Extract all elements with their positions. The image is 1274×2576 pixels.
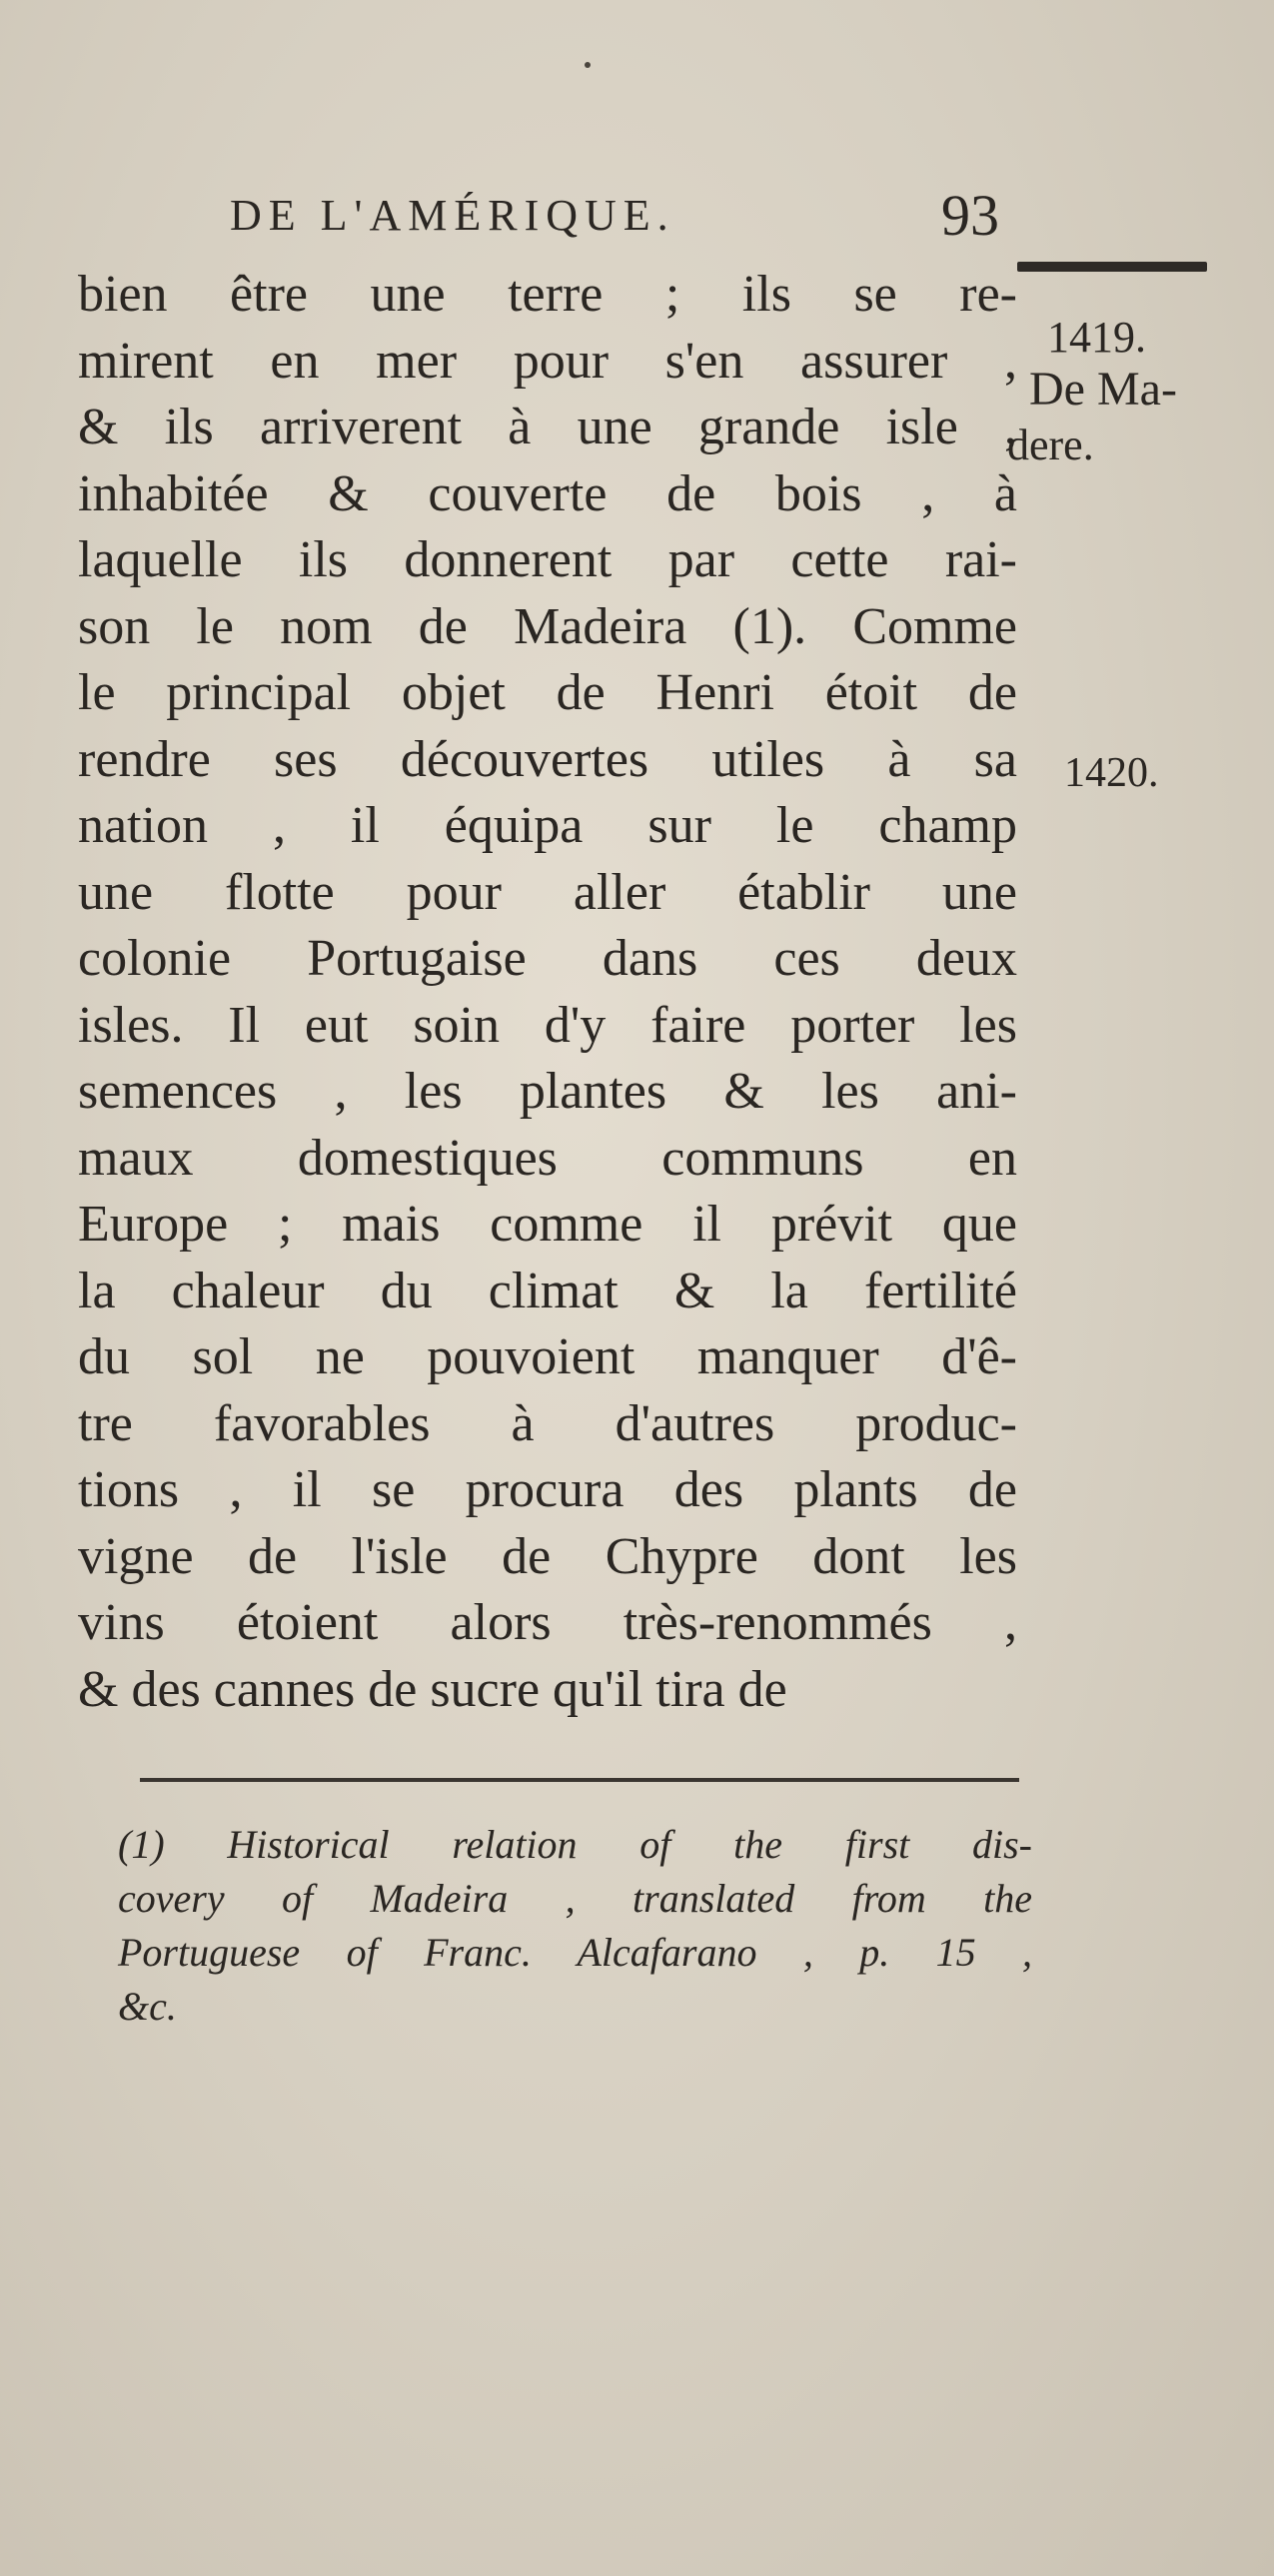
body-line: tre favorables à d'autres produc-: [78, 1394, 1017, 1452]
body-line: & ils arriverent à une grande isle ,: [78, 399, 1017, 455]
running-title: DE L'AMÉRIQUE.: [230, 190, 675, 240]
body-line: nation , il équipa sur le champ: [78, 797, 1017, 854]
body-line: Europe ; mais comme il prévit que: [78, 1196, 1017, 1253]
body-line: la chaleur du climat & la fertilité: [78, 1262, 1017, 1319]
margin-rule: [1017, 262, 1207, 272]
footnote-line: Portuguese of Franc. Alcafarano , p. 15 ,: [118, 1930, 1032, 1975]
body-line: du sol ne pouvoient manquer d'ê-: [78, 1328, 1017, 1385]
footnote-line: &c.: [118, 1984, 177, 2029]
footnote: [118, 1818, 1032, 2034]
footnote-line: covery of Madeira , translated from the: [118, 1876, 1032, 1921]
page-header: [230, 180, 999, 250]
body-text: [78, 262, 1017, 1723]
body-line: semences , les plantes & les ani-: [78, 1063, 1017, 1120]
margin-note-year-1420: 1420.: [1064, 750, 1159, 796]
body-line: mirent en mer pour s'en assurer ,: [78, 332, 1017, 390]
body-line: le principal objet de Henri étoit de: [78, 664, 1017, 721]
margin-note-place-line2: dere.: [1007, 421, 1094, 469]
body-line: inhabitée & couverte de bois , à: [78, 464, 1017, 522]
footnote-rule: [140, 1778, 1019, 1782]
footnote-line: (1) Historical relation of the first dis-: [118, 1822, 1032, 1867]
page-number: 93: [941, 182, 999, 248]
body-line: vins étoient alors très-renommés ,: [78, 1594, 1017, 1651]
ink-speck: [585, 62, 591, 68]
body-line: colonie Portugaise dans ces deux: [78, 930, 1017, 987]
body-line: bien être une terre ; ils se re-: [78, 266, 1017, 323]
body-line: & des cannes de sucre qu'il tira de: [78, 1660, 787, 1718]
body-line: isles. Il eut soin d'y faire porter les: [78, 996, 1017, 1054]
margin-note-place-line1: De Ma-: [1029, 363, 1177, 416]
body-line: laquelle ils donnerent par cette rai-: [78, 531, 1017, 588]
body-line: rendre ses découvertes utiles à sa: [78, 730, 1017, 788]
body-line: maux domestiques communs en: [78, 1129, 1017, 1187]
margin-note-year-1419: 1419.: [1047, 313, 1146, 362]
body-line: son le nom de Madeira (1). Comme: [78, 597, 1017, 655]
body-line: vigne de l'isle de Chypre dont les: [78, 1527, 1017, 1585]
body-line: tions , il se procura des plants de: [78, 1461, 1017, 1518]
body-line: une flotte pour aller établir une: [78, 863, 1017, 921]
